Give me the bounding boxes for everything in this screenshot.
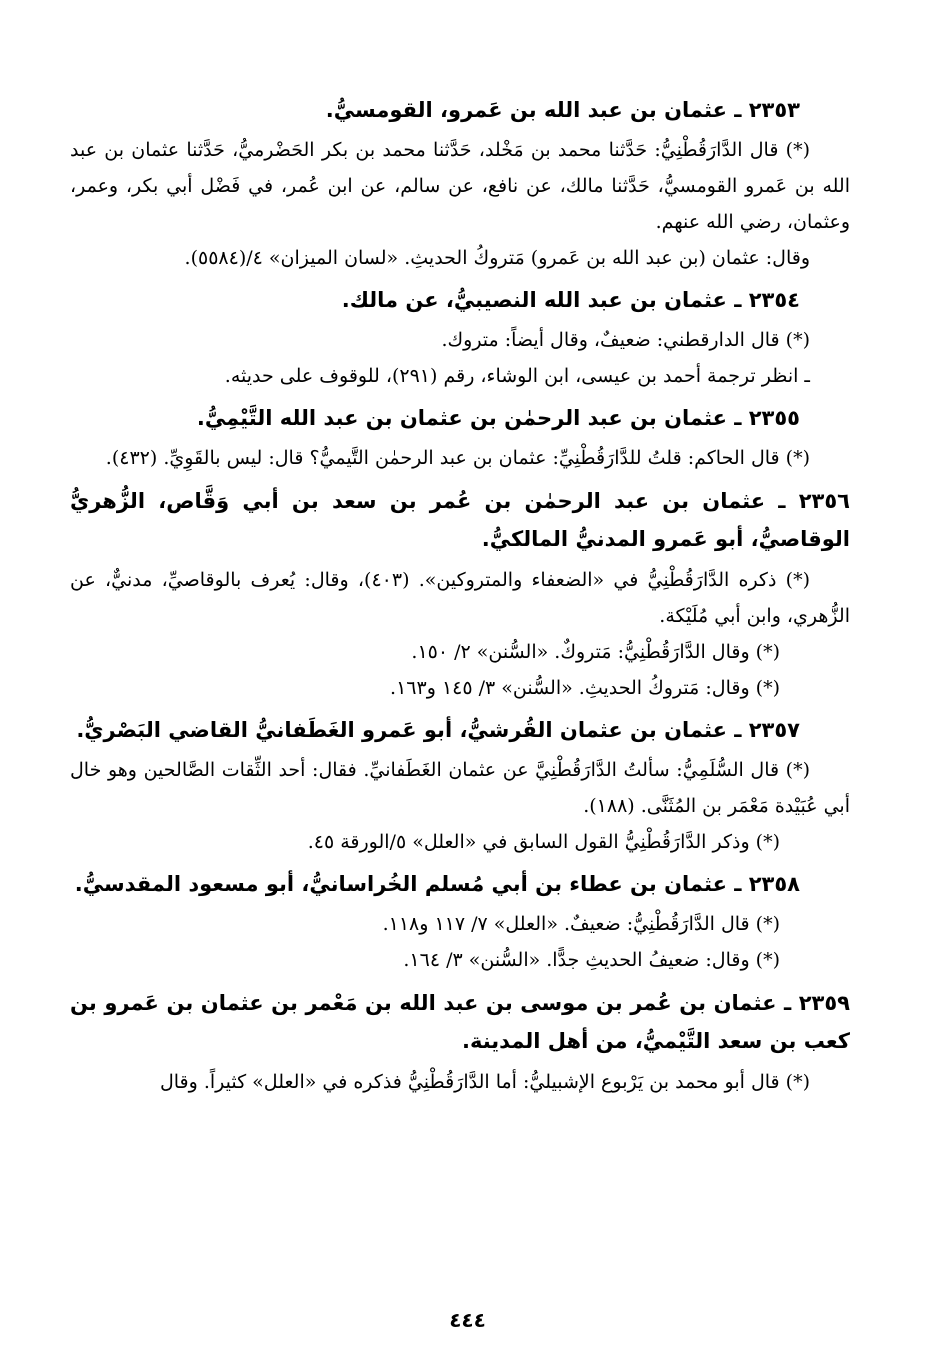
entry-paragraph: (*) وذكر الدَّارَقُطْنِيُّ القول السابق في «العلل» ٥/الورقة ٤٥. xyxy=(307,831,780,853)
entry-paragraph: (*) ذكره الدَّارَقُطْنِيُّ في «الضعفاء والمتروكين». (٤٠٣)، وقال: يُعرف بالوقاصيِّ، مدنيٌّ، عن الزُّهري، وابن أبي مُلَيْكة. xyxy=(70,569,850,627)
entry-2355 xyxy=(70,400,850,476)
entry-paragraph: ـ انظر ترجمة أحمد بن عيسى، ابن الوشاء، رقم (٢٩١)، للوقوف على حديثه. xyxy=(224,365,810,387)
entry-2354 xyxy=(70,282,850,394)
entry-paragraph: (*) قال السُّلَمِيُّ: سألتُ الدَّارَقُطْنِيَّ عن عثمان الغَطَفانيِّ. فقال: أحد الثِّقات الصَّالحين وهو خال أبي عُبَيْدة مَعْمَر بن المُثَنَّى. (١٨٨). xyxy=(70,759,850,817)
entry-paragraph: (*) قال الدَّارَقُطْنِيُّ: ضعيفٌ. «العلل» ٧/ ١١٧ و١١٨. xyxy=(382,913,780,935)
entry-heading: ٢٣٥٧ ـ عثمان بن عثمان القُرشيُّ، أبو عَمرو الغَطَفانيُّ القاضي البَصْريُّ. xyxy=(76,718,800,742)
entry-heading: ٢٣٥٥ ـ عثمان بن عبد الرحمٰن بن عثمان بن عبد الله التَّيْمِيُّ. xyxy=(196,406,800,430)
entry-paragraph: (*) قال أبو محمد بن يَرْبوع الإشبيليُّ: أما الدَّارَقُطْنِيُّ فذكره في «العلل» كثيراً. وقال xyxy=(159,1071,810,1093)
entry-2359 xyxy=(70,984,850,1100)
entry-heading: ٢٣٥٨ ـ عثمان بن عطاء بن أبي مُسلم الخُراسانيُّ، أبو مسعود المقدسيُّ. xyxy=(74,872,800,896)
entry-heading: ٢٣٥٣ ـ عثمان بن عبد الله بن عَمرو، القومسيُّ. xyxy=(325,98,800,122)
page-number: ٤٤٤ xyxy=(449,1308,486,1332)
entry-2358 xyxy=(70,866,850,978)
entry-2357 xyxy=(70,712,850,860)
entry-heading: ٢٣٥٦ ـ عثمان بن عبد الرحمٰن بن عُمر بن سعد بن أبي وَقَّاص، الزُّهريُّ الوقاصيُّ، أبو عَمرو المدنيُّ المالكيُّ. xyxy=(70,489,850,551)
entry-paragraph: (*) وقال: مَتروكُ الحديثِ. «السُّنن» ٣/ ١٤٥ و١٦٣. xyxy=(390,677,780,699)
entry-paragraph: (*) وقال الدَّارَقُطْنِيُّ: مَتروكٌ. «السُّنن» ٢/ ١٥٠. xyxy=(411,641,780,663)
entry-paragraph: (*) قال الدَّارَقُطْنِيُّ: حَدَّثنا محمد بن مَخْلد، حَدَّثنا محمد بن بكر الحَضْرميُّ، حَدَّثنا عثمان بن عبد الله بن عَمرو القومسيُّ، حَدَّثنا مالك، عن نافع، عن سالم، عن ابن عُمر، في فَضْل أبي بكر، وعمر، وعثمان، رضي الله عنهم. xyxy=(70,139,850,233)
entry-2356 xyxy=(70,482,850,706)
entry-heading: ٢٣٥٤ ـ عثمان بن عبد الله النصيبيُّ، عن مالك. xyxy=(341,288,800,312)
entry-paragraph: (*) قال الحاكم: قلتُ للدَّارَقُطْنِيِّ: عثمان بن عبد الرحمٰن التَّيميُّ؟ قال: ليس بالقَوِيِّ. (٤٣٢). xyxy=(105,447,810,469)
entry-paragraph: (*) قال الدارقطني: ضعيفٌ، وقال أيضاً: متروك. xyxy=(441,329,810,351)
entry-paragraph: وقال: عثمان (بن عبد الله بن عَمرو) مَتروكُ الحديثِ. «لسان الميزان» ٤/(٥٥٨٤). xyxy=(184,247,810,269)
document-page xyxy=(70,86,850,1100)
entry-2353 xyxy=(70,92,850,276)
entry-paragraph: (*) وقال: ضعيفُ الحديثِ جدًّا. «السُّنن» ٣/ ١٦٤. xyxy=(403,949,780,971)
entry-heading: ٢٣٥٩ ـ عثمان بن عُمر بن موسى بن عبد الله بن مَعْمر بن عثمان بن عَمرو بن كعب بن سعد التَّيْميُّ، من أهل المدينة. xyxy=(70,991,850,1053)
